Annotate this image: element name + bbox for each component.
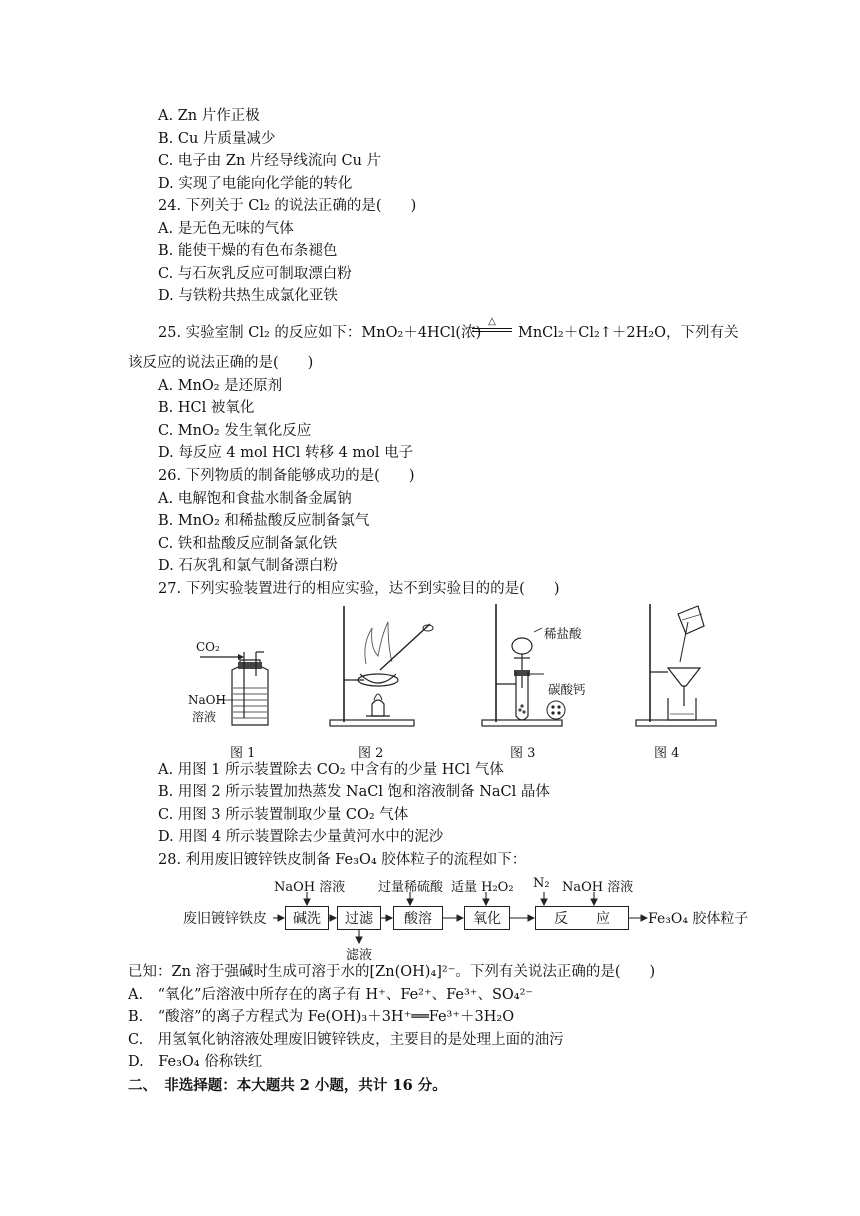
q25-stem-a: 25. 实验室制 Cl₂ 的反应如下：MnO₂＋4HCl(浓) [158, 325, 482, 341]
flow-start: 废旧镀锌铁皮 [183, 911, 267, 927]
q24-option-a: A. 是无色无味的气体 [158, 221, 294, 237]
q23-option-c: C. 电子由 Zn 片经导线流向 Cu 片 [158, 153, 382, 169]
q28-stem: 28. 利用废旧镀锌铁皮制备 Fe₃O₄ 胶体粒子的流程如下： [158, 852, 527, 868]
fig3-acid-label: 稀盐酸 [544, 626, 582, 641]
q25-stem-c: 该反应的说法正确的是( ) [128, 355, 314, 371]
q23-option-b: B. Cu 片质量减少 [158, 131, 276, 147]
fig1-caption: 图 1 [230, 746, 256, 761]
figure-4-filtration [628, 602, 728, 730]
q26-option-c: C. 铁和盐酸反应制备氯化铁 [158, 536, 338, 552]
q25-stem-b: MnCl₂＋Cl₂↑＋2H₂O，下列有关 [518, 325, 739, 341]
q24-option-b: B. 能使干燥的有色布条褪色 [158, 243, 338, 259]
heat-symbol: △ [488, 316, 496, 327]
fig2-caption: 图 2 [358, 746, 384, 761]
flow-reagent-h2o2: 适量 H₂O₂ [451, 880, 514, 895]
q24-option-d: D. 与铁粉共热生成氯化亚铁 [158, 288, 338, 304]
flow-byproduct: 滤液 [346, 948, 373, 963]
flow-reagent-n2: N₂ [533, 876, 550, 891]
q27-stem: 27. 下列实验装置进行的相应实验，达不到实验目的的是( ) [158, 581, 560, 597]
section-2-heading: 二、 非选择题：本大题共 2 小题，共计 16 分。 [128, 1077, 447, 1094]
q25-option-b: B. HCl 被氧化 [158, 400, 255, 416]
q28-option-a: A. “氧化”后溶液中所存在的离子有 H⁺、Fe²⁺、Fe³⁺、SO₄²⁻ [128, 987, 534, 1003]
q26-option-a: A. 电解饱和食盐水制备金属钠 [158, 491, 352, 507]
fig1-co2-label: CO₂ [196, 640, 220, 654]
figure-3-co2-generation [474, 602, 594, 730]
fig3-caco3-label: 碳酸钙 [548, 682, 586, 697]
heat-condition [472, 316, 512, 336]
q23-option-a: A. Zn 片作正极 [158, 108, 260, 124]
q26-option-b: B. MnO₂ 和稀盐酸反应制备氯气 [158, 513, 370, 529]
q28-option-d: D. Fe₃O₄ 俗称铁红 [128, 1054, 263, 1070]
flow-reagent-h2so4: 过量稀硫酸 [378, 880, 444, 895]
fig1-solution-label: 溶液 [192, 710, 217, 724]
q26-stem: 26. 下列物质的制备能够成功的是( ) [158, 468, 415, 484]
q27-option-a: A. 用图 1 所示装置除去 CO₂ 中含有的少量 HCl 气体 [158, 762, 504, 778]
q25-option-c: C. MnO₂ 发生氧化反应 [158, 423, 312, 439]
flow-end: Fe₃O₄ 胶体粒子 [648, 911, 749, 927]
q25-option-a: A. MnO₂ 是还原剂 [158, 378, 283, 394]
q23-option-d: D. 实现了电能向化学能的转化 [158, 176, 353, 192]
q28-option-b: B. “酸溶”的离子方程式为 Fe(OH)₃＋3H⁺══Fe³⁺＋3H₂O [128, 1009, 515, 1025]
q24-stem: 24. 下列关于 Cl₂ 的说法正确的是( ) [158, 198, 417, 214]
flow-step-oxidize: 氧化 [464, 906, 510, 930]
q27-option-d: D. 用图 4 所示装置除去少量黄河水中的泥沙 [158, 829, 444, 845]
q27-option-c: C. 用图 3 所示装置制取少量 CO₂ 气体 [158, 807, 409, 823]
q27-option-b: B. 用图 2 所示装置加热蒸发 NaCl 饱和溶液制备 NaCl 晶体 [158, 784, 550, 800]
fig3-caption: 图 3 [510, 746, 536, 761]
q26-option-d: D. 石灰乳和氯气制备漂白粉 [158, 558, 338, 574]
q28-option-c: C. 用氢氧化钠溶液处理废旧镀锌铁皮，主要目的是处理上面的油污 [128, 1032, 564, 1048]
q28-known: 已知：Zn 溶于强碱时生成可溶于水的[Zn(OH)₄]²⁻。下列有关说法正确的是( ) [128, 964, 656, 980]
figure-2-evaporation [322, 604, 442, 730]
q24-option-c: C. 与石灰乳反应可制取漂白粉 [158, 266, 352, 282]
flow-reagent-naoh: NaOH 溶液 [274, 880, 346, 895]
q25-option-d: D. 每反应 4 mol HCl 转移 4 mol 电子 [158, 445, 414, 461]
flow-reagent-naoh-2: NaOH 溶液 [562, 880, 634, 895]
fig4-caption: 图 4 [654, 746, 680, 761]
flow-step-filter: 过滤 [337, 906, 381, 930]
flow-step-acid-dissolve: 酸溶 [393, 906, 443, 930]
fig1-naoh-label: NaOH [188, 693, 226, 707]
flow-step-react: 反 应 [535, 906, 629, 930]
flow-step-alkali-wash: 碱洗 [285, 906, 329, 930]
